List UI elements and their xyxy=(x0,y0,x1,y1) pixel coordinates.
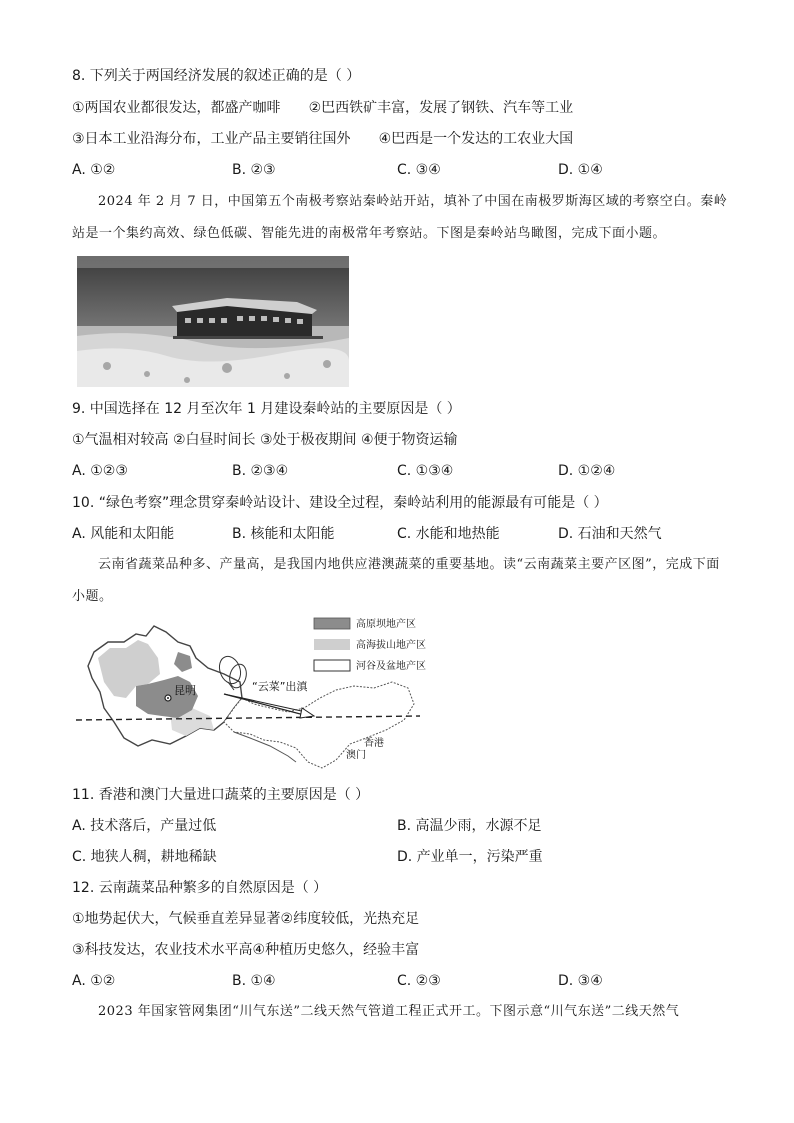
map-legend xyxy=(314,617,426,672)
q9-stem: 9. 中国选择在 12 月至次年 1 月建设秦岭站的主要原因是（ ） xyxy=(72,401,461,417)
yuncai-arrow-label: “云菜”出滇 xyxy=(252,680,308,693)
q8-statement-1 xyxy=(72,98,573,118)
q8-s2: ②巴西铁矿丰富，发展了钢铁、汽车等工业 xyxy=(308,100,574,116)
q9-option-d[interactable]: D. ①②④ xyxy=(558,463,616,479)
q9-option-c[interactable]: C. ①③④ xyxy=(397,463,454,479)
macau-label: 澳门 xyxy=(346,750,366,761)
q10-option-d[interactable]: D. 石油和天然气 xyxy=(558,526,662,542)
q12-option-a[interactable]: A. ①② xyxy=(72,973,116,989)
q10-option-c[interactable]: C. 水能和地热能 xyxy=(397,526,500,542)
q10-stem: 10. “绿色考察”理念贯穿秦岭站设计、建设全过程，秦岭站利用的能源最有可能是（ ） xyxy=(72,495,608,511)
intro-pipeline: 2023 年国家管网集团“川气东送”二线天然气管道工程正式开工。下图示意“川气东送”二线天然气 xyxy=(98,1004,680,1019)
q12-statement-2: ③科技发达，农业技术水平高④种植历史悠久，经验丰富 xyxy=(72,942,420,958)
q8-option-a[interactable]: A. ①② xyxy=(72,162,116,178)
q9-statements: ①气温相对较高 ②白昼时间长 ③处于极夜期间 ④便于物资运输 xyxy=(72,432,458,448)
yunnan-vegetable-map xyxy=(74,612,434,780)
legend-label-highland: 高海拔山地产区 xyxy=(356,640,426,651)
guangxi-guangdong-outline xyxy=(224,682,414,768)
q8-stem: 8. 下列关于两国经济发展的叙述正确的是（ ） xyxy=(72,68,361,84)
q8-statement-2 xyxy=(72,129,573,149)
q10-option-a[interactable]: A. 风能和太阳能 xyxy=(72,526,175,542)
q8-option-d[interactable]: D. ①④ xyxy=(558,162,603,178)
q12-option-d[interactable]: D. ③④ xyxy=(558,973,603,989)
kunming-label: 昆明 xyxy=(174,684,196,697)
q12-statement-1: ①地势起伏大，气候垂直差异显著②纬度较低，光热充足 xyxy=(72,911,420,927)
intro-qinling: 2024 年 2 月 7 日，中国第五个南极考察站秦岭站开站，填补了中国在南极罗斯海区域的考察空白。秦岭站是一个集约高效、绿色低碳、智能先进的南极常年考察站。下图是秦岭站鸟瞰图，完成下面小题。 xyxy=(72,194,728,241)
station-aerial-image xyxy=(77,256,349,387)
legend-label-plateau: 高原坝地产区 xyxy=(356,619,416,630)
q11-stem: 11. 香港和澳门大量进口蔬菜的主要原因是（ ） xyxy=(72,787,370,803)
intro-yunnan: 云南省蔬菜品种多、产量高，是我国内地供应港澳蔬菜的重要基地。读“云南蔬菜主要产区图”，完成下面小题。 xyxy=(72,557,720,604)
legend-swatch-highland xyxy=(314,639,350,650)
hk-label: 香港 xyxy=(364,738,384,749)
q8-s3: ③日本工业沿海分布，工业产品主要销往国外 xyxy=(72,131,351,147)
q12-option-b[interactable]: B. ①④ xyxy=(232,973,276,989)
vegetable-production-map xyxy=(74,612,434,780)
q9-option-a[interactable]: A. ①②③ xyxy=(72,463,128,479)
q8-s1: ①两国农业都很发达，都盛产咖啡 xyxy=(72,100,281,116)
legend-label-valley: 河谷及盆地产区 xyxy=(356,661,426,672)
q12-stem: 12. 云南蔬菜品种繁多的自然原因是（ ） xyxy=(72,880,328,896)
q11-option-d[interactable]: D. 产业单一，污染严重 xyxy=(397,849,543,865)
q9-option-b[interactable]: B. ②③④ xyxy=(232,463,289,479)
q12-option-c[interactable]: C. ②③ xyxy=(397,973,441,989)
q8-option-b[interactable]: B. ②③ xyxy=(232,162,276,178)
legend-swatch-plateau xyxy=(314,618,350,629)
q8-option-c[interactable]: C. ③④ xyxy=(397,162,441,178)
qinling-station-photo xyxy=(77,256,349,387)
q11-option-b[interactable]: B. 高温少雨，水源不足 xyxy=(397,818,542,834)
q8-s4: ④巴西是一个发达的工农业大国 xyxy=(378,131,574,147)
legend-swatch-valley xyxy=(314,660,350,671)
q11-option-a[interactable]: A. 技术落后，产量过低 xyxy=(72,818,217,834)
q10-option-b[interactable]: B. 核能和太阳能 xyxy=(232,526,335,542)
q11-option-c[interactable]: C. 地狭人稠，耕地稀缺 xyxy=(72,849,217,865)
